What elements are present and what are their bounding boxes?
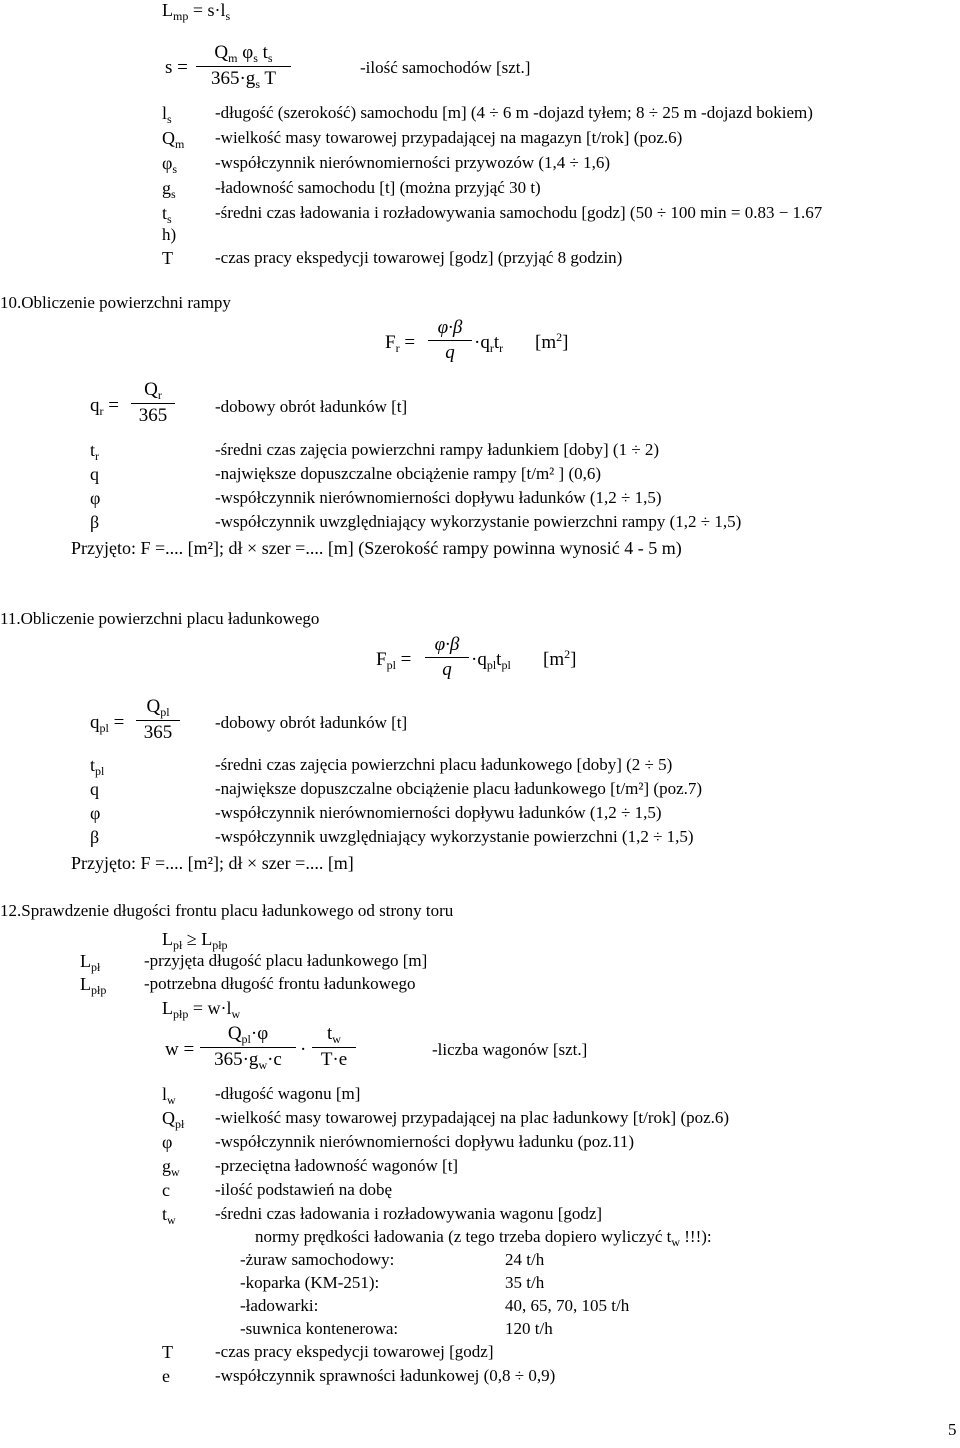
legend-desc: -średni czas zajęcia powierzchni placu ładunkowego [doby] (2 ÷ 5): [215, 755, 673, 774]
norm-name: -ładowarki:: [240, 1296, 319, 1315]
legend-desc: -czas pracy ekspedycji towarowej [godz]: [215, 1342, 494, 1361]
legend-symbol: $Q_m$: [162, 128, 185, 151]
legend-symbol: β: [90, 512, 100, 532]
legend-desc: -wielkość masy towarowej przypadającej na plac ładunkowy [t/rok] (poz.6): [215, 1108, 730, 1127]
legend-desc: -współczynnik uwzględniający wykorzystanie powierzchni rampy (1,2 ÷ 1,5): [215, 512, 742, 531]
legend-desc: -współczynnik sprawności ładunkowej (0,8 ÷ 0,9): [215, 1366, 556, 1385]
w-description: -liczba wagonów [szt.]: [432, 1040, 588, 1059]
legend-desc: -długość wagonu [m]: [215, 1084, 361, 1103]
s-denominator: $365\cdot g_s$ T: [210, 68, 276, 91]
fr-formula-lhs: $F_r$ =: [385, 332, 416, 355]
s-numerator: $Q_m$ $\varphi_s$ $t_s$: [214, 42, 273, 65]
legend-symbol: $L_{pł}$: [80, 951, 101, 974]
section-10-title: 10.Obliczenie powierzchni rampy: [0, 293, 231, 312]
norm-name: -koparka (KM-251):: [240, 1273, 380, 1292]
legend-symbol: T: [162, 248, 173, 268]
legend-desc: -średni czas zajęcia powierzchni rampy ładunkiem [doby] (1 ÷ 2): [215, 440, 660, 459]
legend-symbol: $t_r$: [90, 440, 100, 463]
qpl-formula-lhs: $q_{pl}$ =: [90, 712, 125, 735]
legend-symbol: $Q_{pł}$: [162, 1108, 185, 1131]
legend-symbol: $\varphi_s$: [162, 153, 178, 176]
norm-value: 35 t/h: [505, 1273, 545, 1292]
fpl-unit: $[m^2]$: [543, 647, 577, 670]
legend-desc: -współczynnik uwzględniający wykorzystanie powierzchni (1,2 ÷ 1,5): [215, 827, 694, 846]
legend-symbol: e: [162, 1366, 170, 1386]
qr-fraction: $Q_r$ 365: [131, 379, 175, 427]
fr-fraction: φ·β q: [428, 317, 472, 364]
w-fraction-1: $Q_{pl}\cdot\varphi$ $365\cdot g_w\cdot c$: [200, 1023, 296, 1072]
legend-desc: -średni czas ładowania i rozładowywania wagonu [godz]: [215, 1204, 603, 1223]
norm-value: 24 t/h: [505, 1250, 545, 1269]
legend-desc: -długość (szerokość) samochodu [m] (4 ÷ 6 m -dojazd tyłem; 8 ÷ 25 m -dojazd bokiem): [215, 103, 813, 122]
w-fraction-2: $t_w$ T·e: [312, 1023, 356, 1071]
section-11-accepted: Przyjęto: F =.... [m²]; dł × szer =.... [m]: [71, 853, 354, 873]
qpl-fraction: $Q_{pl}$ 365: [136, 696, 180, 744]
legend-desc: -przeciętna ładowność wagonów [t]: [215, 1156, 459, 1175]
norm-name: -suwnica kontenerowa:: [240, 1319, 399, 1338]
norms-title: normy prędkości ładowania (z tego trzeba dopiero wyliczyć $t_w$ !!!):: [255, 1227, 712, 1249]
legend-symbol: $l_s$: [162, 103, 172, 126]
legend-symbol: φ: [90, 488, 101, 508]
fpl-fraction: φ·β q: [425, 634, 469, 681]
legend-symbol: $t_{pl}$: [90, 755, 105, 778]
fpl-formula-lhs: $F_{pl}$ =: [376, 649, 412, 672]
legend-desc: -potrzebna długość frontu ładunkowego: [144, 974, 416, 993]
legend-desc: -współczynnik nierównomierności dopływu ładunków (1,2 ÷ 1,5): [215, 488, 662, 507]
legend-desc: -przyjęta długość placu ładunkowego [m]: [144, 951, 428, 970]
front-inequality: $L_{pł} \ge L_{płp}$: [162, 929, 228, 952]
lplp-formula: $L_{płp} = w\cdot l_w$: [162, 998, 241, 1021]
s-formula-lhs: s =: [165, 57, 188, 78]
legend-symbol: q: [90, 464, 99, 484]
legend-symbol: $l_w$: [162, 1084, 176, 1107]
norm-name: -żuraw samochodowy:: [240, 1250, 395, 1269]
qr-formula-lhs: $q_r$ =: [90, 395, 119, 418]
legend-desc: -wielkość masy towarowej przypadającej na magazyn [t/rok] (poz.6): [215, 128, 683, 147]
legend-desc: -czas pracy ekspedycji towarowej [godz] (przyjąć 8 godzin): [215, 248, 623, 267]
w-formula-lhs: w =: [165, 1039, 195, 1060]
legend-symbol: $t_s$: [162, 203, 172, 226]
section-11-title: 11.Obliczenie powierzchni placu ładunkowego: [0, 609, 320, 628]
legend-symbol: φ: [162, 1132, 173, 1152]
legend-desc: -największe dopuszczalne obciążenie placu ładunkowego [t/m²] (poz.7): [215, 779, 703, 798]
legend-desc: -współczynnik nierównomierności dopływu ładunków (1,2 ÷ 1,5): [215, 803, 662, 822]
norm-value: 120 t/h: [505, 1319, 553, 1338]
s-description: -ilość samochodów [szt.]: [360, 58, 531, 77]
legend-desc: -ilość podstawień na dobę: [215, 1180, 393, 1199]
legend-symbol: T: [162, 1342, 173, 1362]
qpl-description: -dobowy obrót ładunków [t]: [215, 713, 408, 732]
legend-desc-continued: h): [162, 225, 177, 244]
section-12-title: 12.Sprawdzenie długości frontu placu ładunkowego od strony toru: [0, 901, 454, 920]
qr-description: -dobowy obrót ładunków [t]: [215, 397, 408, 416]
fr-unit: $[m^2]$: [535, 330, 569, 353]
lmp-formula: $L_{mp} = s\cdot l_s$: [162, 0, 231, 23]
legend-symbol: $g_s$: [162, 178, 176, 201]
legend-symbol: $g_w$: [162, 1156, 180, 1179]
legend-desc: -współczynnik nierównomierności przywozów (1,4 ÷ 1,6): [215, 153, 611, 172]
section-10-accepted: Przyjęto: F =.... [m²]; dł × szer =.... [m] (Szerokość rampy powinna wynosić 4 - 5 m): [71, 538, 682, 558]
fpl-formula-rhs: $\cdot q_{pl}t_{pl}$: [471, 649, 511, 672]
s-formula-fraction: [196, 42, 291, 91]
legend-symbol: φ: [90, 803, 101, 823]
legend-desc: -największe dopuszczalne obciążenie rampy [t/m² ] (0,6): [215, 464, 602, 483]
page-number: 5: [948, 1420, 957, 1439]
legend-symbol: β: [90, 827, 100, 847]
legend-desc: -współczynnik nierównomierności dopływu ładunku (poz.11): [215, 1132, 635, 1151]
legend-symbol: $L_{płp}$: [80, 974, 107, 997]
legend-symbol: q: [90, 779, 99, 799]
norm-value: 40, 65, 70, 105 t/h: [505, 1296, 630, 1315]
legend-symbol: c: [162, 1180, 170, 1200]
times-dot: ·: [300, 1039, 307, 1060]
legend-desc: -średni czas ładowania i rozładowywania samochodu [godz] (50 ÷ 100 min = 0.83 − 1.67: [215, 203, 823, 222]
fr-formula-rhs: $\cdot q_rt_r$: [474, 332, 504, 355]
legend-desc: -ładowność samochodu [t] (można przyjąć 30 t): [215, 178, 541, 197]
legend-symbol: $t_w$: [162, 1204, 176, 1227]
